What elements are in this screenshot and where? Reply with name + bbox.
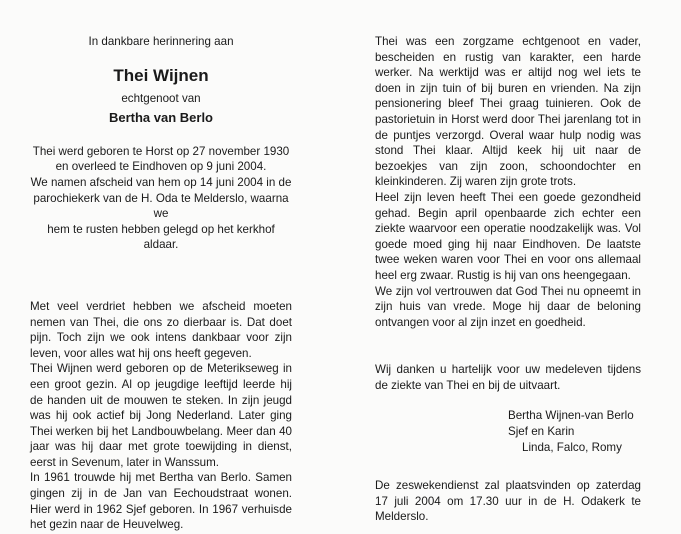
story-paragraph: We zijn vol vertrouwen dat God Thei nu opneemt in zijn huis van vrede. Moge hij daar de beloning ontvangen voor al zijn inzet en goedheid. [375,284,641,329]
spouse-label: echtgenoot van [121,91,201,105]
story-paragraph: Heel zijn leven heeft Thei een goede gezondheid gehad. Begin april openbaarde zich echter een ziekte waarvoor een operatie noodzakelijk was. Vol goede moed ging hij naar Eindhoven. De laatste twee weken waren voor Thei en voor ons allemaal heel erg zwaar. Rustig is hij van ons heengegaan. [375,190,641,282]
signer-line: Bertha Wijnen-van Berlo [508,409,634,423]
fact-line: hem te rusten hebben gelegd op het kerkhof aldaar. [47,222,275,252]
signer-line: Linda, Falco, Romy [522,440,622,454]
fact-line: We namen afscheid van hem op 14 juni 2004 in de [30,175,292,189]
deceased-name: Thei Wijnen [113,65,209,85]
spouse-name: Bertha van Berlo [108,110,214,126]
facts-block [30,144,292,253]
fact-line: parochiekerk van de H. Oda te Melderslo, waarna we [33,191,289,221]
fact-line: en overleed te Eindhoven op 9 juni 2004. [55,160,267,174]
service-text: De zeswekendienst zal plaatsvinden op zaterdag 17 juli 2004 om 17.30 uur in de H. Odakerk te Melderslo. [375,479,641,524]
story-right [375,34,641,330]
story-paragraph: Met veel verdriet hebben we afscheid moeten nemen van Thei, die ons zo dierbaar is. Dat doet pijn. Toch zijn we ook intens dankbaar voor zijn leven, voor alles wat hij ons heeft gegeven. [30,299,292,360]
intro-text: In dankbare herinnering aan [88,35,234,48]
signers-block [508,408,641,455]
right-column [375,34,641,525]
story-paragraph: In 1961 trouwde hij met Bertha van Berlo. Samen gingen zij in de Jan van Eechoudstraat wonen. Hier werd in 1962 Sjef geboren. In 1967 verhuisde het gezin naar de Heuvelweg. [30,471,292,532]
thanks-text: Wij danken u hartelijk voor uw medeleven tijdens de ziekte van Thei en bij de uitvaart. [375,363,641,392]
left-column [30,34,292,533]
service-announcement [375,478,641,525]
signer-line: Sjef en Karin [508,425,575,439]
story-paragraph: Thei was een zorgzame echtgenoot en vader, bescheiden en rustig van karakter, een harde werker. Na werktijd was er altijd nog wel iets te doen in zijn tuin of bij buren en vrienden. Na zijn pensionering bleef Thei graag tuinieren. Ook de pastorietuin in Horst werd door Thei jarenlang tot in de puntjes verzorgd. Overal waar hulp nodig was stond Thei klaar. Altijd keek hij uit naar de bezoekjes van zijn zoon, schoondochter en kleinkinderen. Zij waren zijn grote trots. [375,35,641,189]
story-paragraph: Thei Wijnen werd geboren op de Meterikseweg in een groot gezin. Al op jeugdige leeftijd leerde hij de handen uit de mouwen te steken. In zijn jeugd was hij ook actief bij Jong Nederland. Later ging Thei werken bij het Landbouwbelang. Meer dan 40 jaar was hij daar met grote toewijding in dienst, eerst in Sevenum, later in Wanssum. [30,362,292,469]
story-left [30,299,292,533]
fact-line: Thei werd geboren te Horst op 27 november 1930 [32,144,290,158]
